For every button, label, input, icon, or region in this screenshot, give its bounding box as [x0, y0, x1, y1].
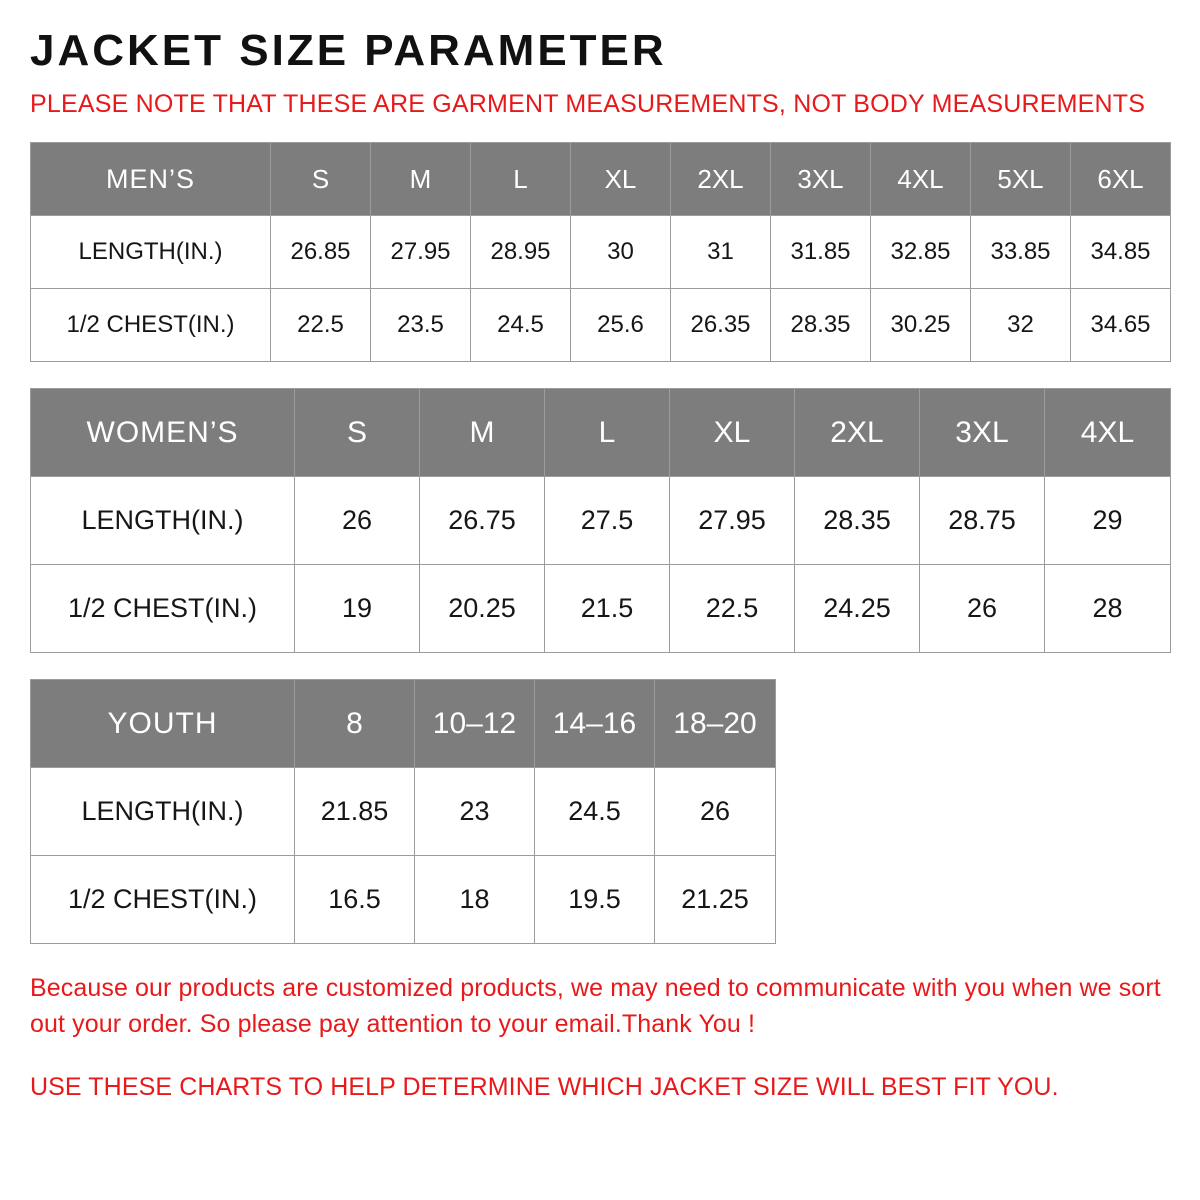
measurement-cell: 28.35 — [795, 477, 920, 565]
row-label: LENGTH(IN.) — [31, 768, 295, 856]
mens-table-label: MEN’S — [31, 143, 271, 216]
measurement-cell: 26 — [295, 477, 420, 565]
row-label: 1/2 CHEST(IN.) — [31, 856, 295, 944]
size-header-cell: 14–16 — [535, 680, 655, 768]
size-header-cell: S — [271, 143, 371, 216]
size-header-cell: 3XL — [771, 143, 871, 216]
size-header-cell: M — [371, 143, 471, 216]
measurement-cell: 28 — [1045, 565, 1171, 653]
size-header-cell: 10–12 — [415, 680, 535, 768]
size-header-cell: 8 — [295, 680, 415, 768]
measurement-cell: 18 — [415, 856, 535, 944]
footer-note-charts: USE THESE CHARTS TO HELP DETERMINE WHICH JACKET SIZE WILL BEST FIT YOU. — [30, 1072, 1059, 1101]
row-label: 1/2 CHEST(IN.) — [31, 289, 271, 362]
measurement-cell: 28.75 — [920, 477, 1045, 565]
measurement-cell: 16.5 — [295, 856, 415, 944]
measurement-cell: 34.65 — [1071, 289, 1171, 362]
measurement-cell: 22.5 — [670, 565, 795, 653]
measurement-cell: 23 — [415, 768, 535, 856]
measurement-cell: 19 — [295, 565, 420, 653]
measurement-cell: 32.85 — [871, 216, 971, 289]
measurement-cell: 26.75 — [420, 477, 545, 565]
size-header-cell: XL — [571, 143, 671, 216]
measurement-cell: 33.85 — [971, 216, 1071, 289]
table-row — [31, 477, 1171, 565]
table-header-row — [31, 143, 1171, 216]
measurement-cell: 19.5 — [535, 856, 655, 944]
measurement-cell: 31.85 — [771, 216, 871, 289]
measurement-cell: 26.85 — [271, 216, 371, 289]
mens-size-table — [30, 142, 1171, 362]
size-header-cell: 2XL — [795, 389, 920, 477]
footer-note-customized: Because our products are customized products, we may need to communicate with you when we sort out your order. So please pay attention to your email.Thank You ! — [30, 974, 1161, 1039]
measurement-cell: 34.85 — [1071, 216, 1171, 289]
measurement-cell: 27.95 — [371, 216, 471, 289]
size-header-cell: XL — [670, 389, 795, 477]
measurement-cell: 26 — [920, 565, 1045, 653]
measurement-cell: 26.35 — [671, 289, 771, 362]
table-header-row — [31, 680, 776, 768]
measurement-cell: 28.95 — [471, 216, 571, 289]
measurement-cell: 24.5 — [471, 289, 571, 362]
row-label: LENGTH(IN.) — [31, 477, 295, 565]
table-row — [31, 289, 1171, 362]
size-header-cell: 4XL — [1045, 389, 1171, 477]
measurement-cell: 30.25 — [871, 289, 971, 362]
measurement-cell: 24.5 — [535, 768, 655, 856]
row-label: LENGTH(IN.) — [31, 216, 271, 289]
measurement-cell: 24.25 — [795, 565, 920, 653]
table-header-row — [31, 389, 1171, 477]
measurement-cell: 27.5 — [545, 477, 670, 565]
womens-size-table — [30, 388, 1171, 653]
size-header-cell: 5XL — [971, 143, 1071, 216]
table-row — [31, 565, 1171, 653]
measurement-cell: 29 — [1045, 477, 1171, 565]
table-row — [31, 216, 1171, 289]
measurement-cell: 27.95 — [670, 477, 795, 565]
measurement-cell: 26 — [655, 768, 776, 856]
page-title: JACKET SIZE PARAMETER — [30, 26, 667, 75]
measurement-cell: 31 — [671, 216, 771, 289]
size-header-cell: 4XL — [871, 143, 971, 216]
size-header-cell: M — [420, 389, 545, 477]
measurement-cell: 32 — [971, 289, 1071, 362]
measurement-cell: 23.5 — [371, 289, 471, 362]
size-header-cell: 6XL — [1071, 143, 1171, 216]
size-header-cell: 18–20 — [655, 680, 776, 768]
measurement-note: PLEASE NOTE THAT THESE ARE GARMENT MEASUREMENTS, NOT BODY MEASUREMENTS — [30, 90, 1146, 119]
size-header-cell: L — [545, 389, 670, 477]
measurement-cell: 30 — [571, 216, 671, 289]
measurement-cell: 21.25 — [655, 856, 776, 944]
measurement-cell: 25.6 — [571, 289, 671, 362]
row-label: 1/2 CHEST(IN.) — [31, 565, 295, 653]
size-header-cell: L — [471, 143, 571, 216]
measurement-cell: 21.85 — [295, 768, 415, 856]
table-row — [31, 768, 776, 856]
size-header-cell: S — [295, 389, 420, 477]
measurement-cell: 20.25 — [420, 565, 545, 653]
measurement-cell: 21.5 — [545, 565, 670, 653]
womens-table-label: WOMEN’S — [31, 389, 295, 477]
size-header-cell: 3XL — [920, 389, 1045, 477]
measurement-cell: 22.5 — [271, 289, 371, 362]
youth-size-table — [30, 679, 776, 944]
table-row — [31, 856, 776, 944]
youth-table-label: YOUTH — [31, 680, 295, 768]
measurement-cell: 28.35 — [771, 289, 871, 362]
size-header-cell: 2XL — [671, 143, 771, 216]
